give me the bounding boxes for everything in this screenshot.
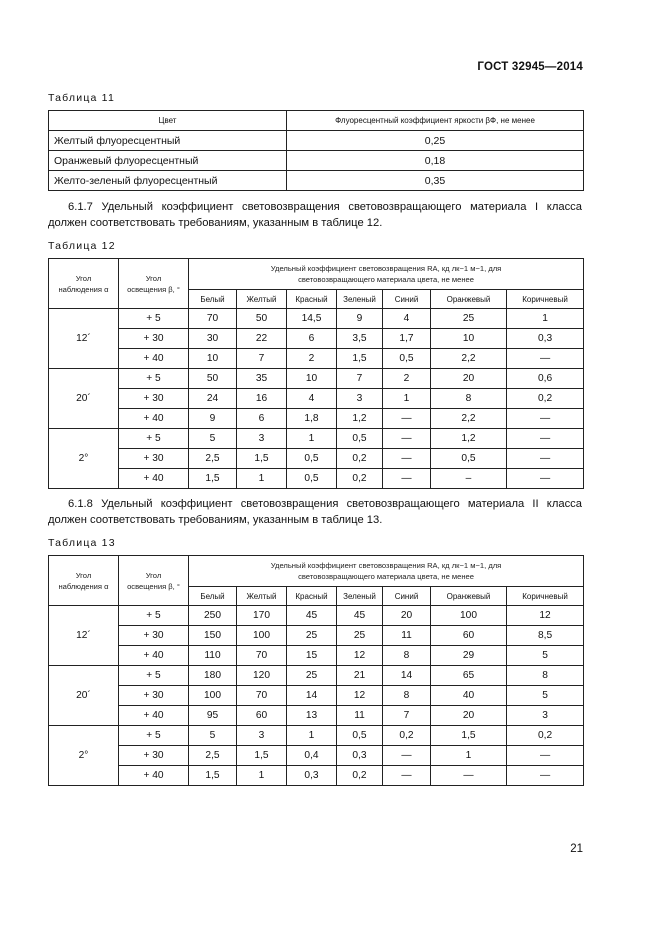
value-cell: 24	[189, 389, 237, 409]
value-cell: 7	[337, 369, 383, 389]
illumination-angle-cell: + 40	[119, 469, 189, 489]
value-cell: 5	[189, 429, 237, 449]
illumination-angle-cell: + 5	[119, 666, 189, 686]
value-cell: 14	[383, 666, 431, 686]
value-cell: —	[431, 766, 507, 786]
value-cell: —	[507, 349, 584, 369]
illumination-angle-cell: + 5	[119, 606, 189, 626]
value-cell: 25	[337, 626, 383, 646]
table-11-color: Желто-зеленый флуоресцентный	[49, 171, 287, 191]
value-cell: 1	[383, 389, 431, 409]
value-cell: —	[383, 469, 431, 489]
value-cell: —	[507, 409, 584, 429]
value-cell: 40	[431, 686, 507, 706]
table-row	[49, 449, 584, 469]
value-cell: 1,5	[237, 449, 287, 469]
value-cell: 11	[383, 626, 431, 646]
header-color: Коричневый	[507, 587, 584, 606]
table-11-color: Оранжевый флуоресцентный	[49, 151, 287, 171]
header-color: Оранжевый	[431, 290, 507, 309]
illumination-angle-cell: + 5	[119, 309, 189, 329]
header-color: Желтый	[237, 587, 287, 606]
value-cell: 22	[237, 329, 287, 349]
header-color: Зеленый	[337, 290, 383, 309]
table-row	[49, 626, 584, 646]
value-cell: 9	[189, 409, 237, 429]
header-coefficient: Удельный коэффициент световозвращения RA, кд лк−1 м−1, для световозвращающего материала цвета, не менее	[189, 556, 584, 587]
value-cell: 1,5	[337, 349, 383, 369]
value-cell: 20	[383, 606, 431, 626]
value-cell: 20	[431, 706, 507, 726]
value-cell: 3	[337, 389, 383, 409]
table-11	[48, 110, 584, 191]
value-cell: –	[431, 469, 507, 489]
illumination-angle-cell: + 30	[119, 449, 189, 469]
value-cell: 10	[189, 349, 237, 369]
value-cell: 45	[287, 606, 337, 626]
value-cell: 1	[507, 309, 584, 329]
value-cell: 8	[507, 666, 584, 686]
table-row	[49, 666, 584, 686]
value-cell: 1,2	[337, 409, 383, 429]
header-color: Синий	[383, 587, 431, 606]
illumination-angle-cell: + 40	[119, 409, 189, 429]
header-color: Красный	[287, 587, 337, 606]
value-cell: 50	[189, 369, 237, 389]
value-cell: 8	[383, 646, 431, 666]
document-code: ГОСТ 32945—2014	[477, 61, 583, 73]
value-cell: 180	[189, 666, 237, 686]
value-cell: 14,5	[287, 309, 337, 329]
value-cell: 11	[337, 706, 383, 726]
value-cell: 4	[287, 389, 337, 409]
value-cell: 30	[189, 329, 237, 349]
header-observation-angle: Угол наблюдения α	[49, 259, 119, 309]
value-cell: 0,5	[337, 726, 383, 746]
value-cell: —	[507, 746, 584, 766]
value-cell: 5	[507, 686, 584, 706]
table-row	[49, 646, 584, 666]
value-cell: 3	[237, 726, 287, 746]
value-cell: 250	[189, 606, 237, 626]
value-cell: 5	[507, 646, 584, 666]
header-color: Желтый	[237, 290, 287, 309]
value-cell: 10	[287, 369, 337, 389]
table-row	[49, 766, 584, 786]
observation-angle-cell: 2°	[49, 429, 119, 489]
observation-angle-cell: 12´	[49, 309, 119, 369]
observation-angle-cell: 2°	[49, 726, 119, 786]
header-color: Оранжевый	[431, 587, 507, 606]
value-cell: 70	[237, 646, 287, 666]
value-cell: 1,5	[189, 766, 237, 786]
illumination-angle-cell: + 30	[119, 626, 189, 646]
value-cell: 8	[431, 389, 507, 409]
value-cell: 2,5	[189, 746, 237, 766]
value-cell: 0,3	[337, 746, 383, 766]
observation-angle-cell: 12´	[49, 606, 119, 666]
value-cell: 0,3	[287, 766, 337, 786]
illumination-angle-cell: + 5	[119, 726, 189, 746]
value-cell: 0,2	[383, 726, 431, 746]
table-row	[49, 726, 584, 746]
value-cell: 2	[383, 369, 431, 389]
value-cell: 3	[237, 429, 287, 449]
header-color: Белый	[189, 290, 237, 309]
value-cell: 100	[189, 686, 237, 706]
value-cell: 14	[287, 686, 337, 706]
value-cell: 9	[337, 309, 383, 329]
header-illumination-angle: Угол освещения β, °	[119, 556, 189, 606]
value-cell: 0,2	[337, 766, 383, 786]
value-cell: 120	[237, 666, 287, 686]
value-cell: 1,7	[383, 329, 431, 349]
value-cell: 65	[431, 666, 507, 686]
value-cell: 1,5	[189, 469, 237, 489]
table-11-value: 0,18	[287, 151, 584, 171]
paragraph-6-1-8	[48, 496, 582, 528]
table-row	[49, 369, 584, 389]
value-cell: 1	[237, 766, 287, 786]
value-cell: 60	[431, 626, 507, 646]
value-cell: 25	[287, 666, 337, 686]
value-cell: 0,4	[287, 746, 337, 766]
value-cell: 8	[383, 686, 431, 706]
value-cell: 100	[237, 626, 287, 646]
value-cell: 0,2	[337, 469, 383, 489]
value-cell: 7	[383, 706, 431, 726]
table-row	[49, 309, 584, 329]
value-cell: 0,5	[287, 469, 337, 489]
value-cell: 1	[287, 429, 337, 449]
value-cell: 0,5	[337, 429, 383, 449]
value-cell: 4	[383, 309, 431, 329]
table-row	[49, 329, 584, 349]
illumination-angle-cell: + 30	[119, 686, 189, 706]
value-cell: 6	[237, 409, 287, 429]
value-cell: 1	[237, 469, 287, 489]
value-cell: 2,2	[431, 409, 507, 429]
value-cell: 100	[431, 606, 507, 626]
header-color: Белый	[189, 587, 237, 606]
value-cell: 95	[189, 706, 237, 726]
value-cell: 3,5	[337, 329, 383, 349]
illumination-angle-cell: + 40	[119, 646, 189, 666]
header-color: Зеленый	[337, 587, 383, 606]
value-cell: —	[507, 449, 584, 469]
table-row	[49, 349, 584, 369]
value-cell: 25	[431, 309, 507, 329]
value-cell: 1	[431, 746, 507, 766]
value-cell: 35	[237, 369, 287, 389]
value-cell: 45	[337, 606, 383, 626]
value-cell: 8,5	[507, 626, 584, 646]
value-cell: 70	[237, 686, 287, 706]
table-13	[48, 555, 584, 786]
value-cell: 20	[431, 369, 507, 389]
value-cell: 2	[287, 349, 337, 369]
value-cell: 1	[287, 726, 337, 746]
illumination-angle-cell: + 5	[119, 369, 189, 389]
illumination-angle-cell: + 40	[119, 766, 189, 786]
value-cell: 0,2	[507, 726, 584, 746]
value-cell: 13	[287, 706, 337, 726]
table-11-header-coef: Флуоресцентный коэффициент яркости βФ, не менее	[287, 111, 584, 131]
header-coefficient: Удельный коэффициент световозвращения RA, кд лк−1 м−1, для световозвращающего материала цвета, не менее	[189, 259, 584, 290]
value-cell: 1,8	[287, 409, 337, 429]
value-cell: 150	[189, 626, 237, 646]
illumination-angle-cell: + 40	[119, 706, 189, 726]
paragraph-6-1-7-text: 6.1.7 Удельный коэффициент световозвращения световозвращающего материала I класса должен соответствовать требованиям, указанным в таблице 12.	[48, 201, 582, 229]
table-row	[49, 746, 584, 766]
table-row	[49, 606, 584, 626]
page-number: 21	[570, 843, 583, 855]
value-cell: 25	[287, 626, 337, 646]
value-cell: 0,3	[507, 329, 584, 349]
table-11-value: 0,25	[287, 131, 584, 151]
value-cell: 2,5	[189, 449, 237, 469]
illumination-angle-cell: + 40	[119, 349, 189, 369]
table-row	[49, 409, 584, 429]
value-cell: 12	[507, 606, 584, 626]
table-12-caption: Таблица 12	[48, 240, 116, 252]
table-11-color: Желтый флуоресцентный	[49, 131, 287, 151]
header-illumination-angle: Угол освещения β, °	[119, 259, 189, 309]
observation-angle-cell: 20´	[49, 666, 119, 726]
value-cell: —	[383, 409, 431, 429]
header-color: Синий	[383, 290, 431, 309]
value-cell: 21	[337, 666, 383, 686]
header-color: Коричневый	[507, 290, 584, 309]
value-cell: 3	[507, 706, 584, 726]
value-cell: 0,6	[507, 369, 584, 389]
value-cell: 1,5	[237, 746, 287, 766]
value-cell: 110	[189, 646, 237, 666]
value-cell: —	[507, 469, 584, 489]
paragraph-6-1-7	[48, 199, 582, 231]
value-cell: —	[507, 429, 584, 449]
value-cell: 6	[287, 329, 337, 349]
table-12	[48, 258, 584, 489]
paragraph-6-1-8-text: 6.1.8 Удельный коэффициент световозвращения световозвращающего материала II класса должен соответствовать требованиям, указанным в таблице 13.	[48, 498, 582, 526]
illumination-angle-cell: + 30	[119, 329, 189, 349]
value-cell: 29	[431, 646, 507, 666]
table-row	[49, 706, 584, 726]
value-cell: —	[383, 449, 431, 469]
table-row	[49, 469, 584, 489]
value-cell: 0,2	[507, 389, 584, 409]
value-cell: 5	[189, 726, 237, 746]
illumination-angle-cell: + 30	[119, 389, 189, 409]
value-cell: 170	[237, 606, 287, 626]
value-cell: 0,5	[431, 449, 507, 469]
observation-angle-cell: 20´	[49, 369, 119, 429]
value-cell: 10	[431, 329, 507, 349]
table-row	[49, 389, 584, 409]
table-11-value: 0,35	[287, 171, 584, 191]
value-cell: 50	[237, 309, 287, 329]
table-row	[49, 429, 584, 449]
value-cell: 2,2	[431, 349, 507, 369]
value-cell: —	[383, 766, 431, 786]
value-cell: —	[507, 766, 584, 786]
value-cell: —	[383, 429, 431, 449]
value-cell: 1,2	[431, 429, 507, 449]
header-observation-angle: Угол наблюдения α	[49, 556, 119, 606]
value-cell: 0,2	[337, 449, 383, 469]
header-color: Красный	[287, 290, 337, 309]
value-cell: 1,5	[431, 726, 507, 746]
value-cell: 15	[287, 646, 337, 666]
value-cell: 60	[237, 706, 287, 726]
illumination-angle-cell: + 5	[119, 429, 189, 449]
value-cell: 7	[237, 349, 287, 369]
value-cell: 12	[337, 646, 383, 666]
value-cell: 0,5	[383, 349, 431, 369]
table-11-header-color: Цвет	[49, 111, 287, 131]
value-cell: 16	[237, 389, 287, 409]
value-cell: 0,5	[287, 449, 337, 469]
value-cell: 12	[337, 686, 383, 706]
table-row	[49, 686, 584, 706]
illumination-angle-cell: + 30	[119, 746, 189, 766]
value-cell: 70	[189, 309, 237, 329]
value-cell: —	[383, 746, 431, 766]
table-13-caption: Таблица 13	[48, 537, 116, 549]
table-11-caption: Таблица 11	[48, 92, 115, 104]
